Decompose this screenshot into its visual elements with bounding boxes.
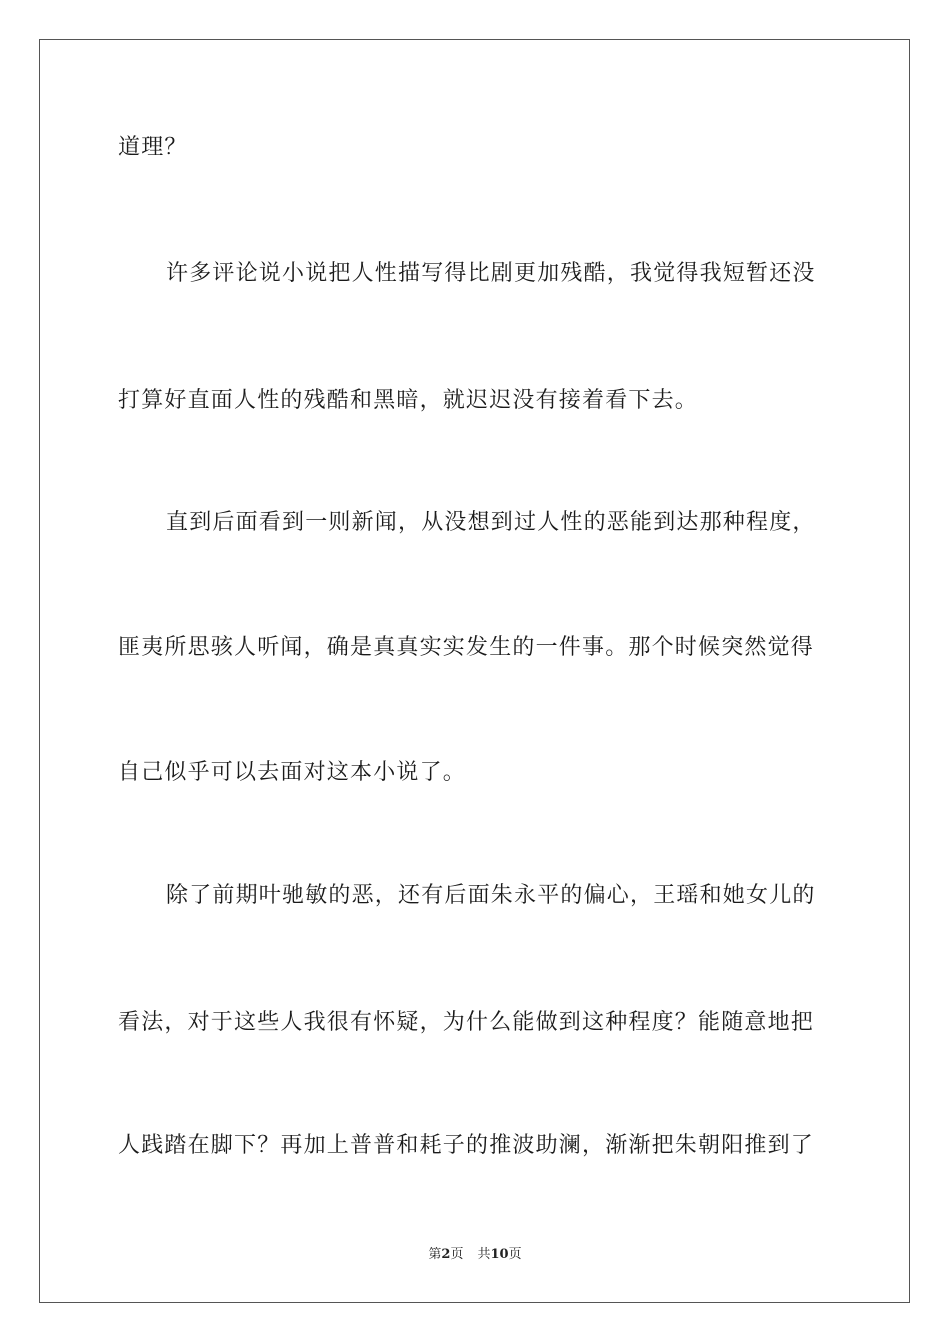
text-line: 道理？	[118, 135, 188, 160]
paragraph-first-line: 除了前期叶驰敏的恶，还有后面朱永平的偏心，王瑶和她女儿的	[166, 883, 816, 908]
text-line: 自己似乎可以去面对这本小说了。	[118, 760, 467, 785]
paragraph-first-line: 直到后面看到一则新闻，从没想到过人性的恶能到达那种程度，	[166, 510, 816, 535]
page-prefix: 第	[428, 1247, 442, 1262]
text-line: 人践踏在脚下？再加上普普和耗子的推波助澜，渐渐把朱朝阳推到了	[118, 1133, 815, 1158]
page-number: 2	[441, 1247, 451, 1262]
text-line: 打算好直面人性的残酷和黑暗，就迟迟没有接着看下去。	[118, 388, 699, 413]
text-line: 看法，对于这些人我很有怀疑，为什么能做到这种程度？能随意地把	[118, 1010, 815, 1035]
paragraph-first-line: 许多评论说小说把人性描写得比剧更加残酷，我觉得我短暂还没	[166, 261, 816, 286]
page-suffix: 页	[450, 1247, 464, 1262]
page-frame	[39, 39, 910, 1303]
total-suffix: 页	[508, 1247, 522, 1262]
total-pages: 10	[490, 1247, 509, 1262]
page-footer	[0, 1246, 950, 1264]
text-line: 匪夷所思骇人听闻，确是真真实实发生的一件事。那个时候突然觉得	[118, 635, 815, 660]
total-prefix: 共	[477, 1247, 491, 1262]
